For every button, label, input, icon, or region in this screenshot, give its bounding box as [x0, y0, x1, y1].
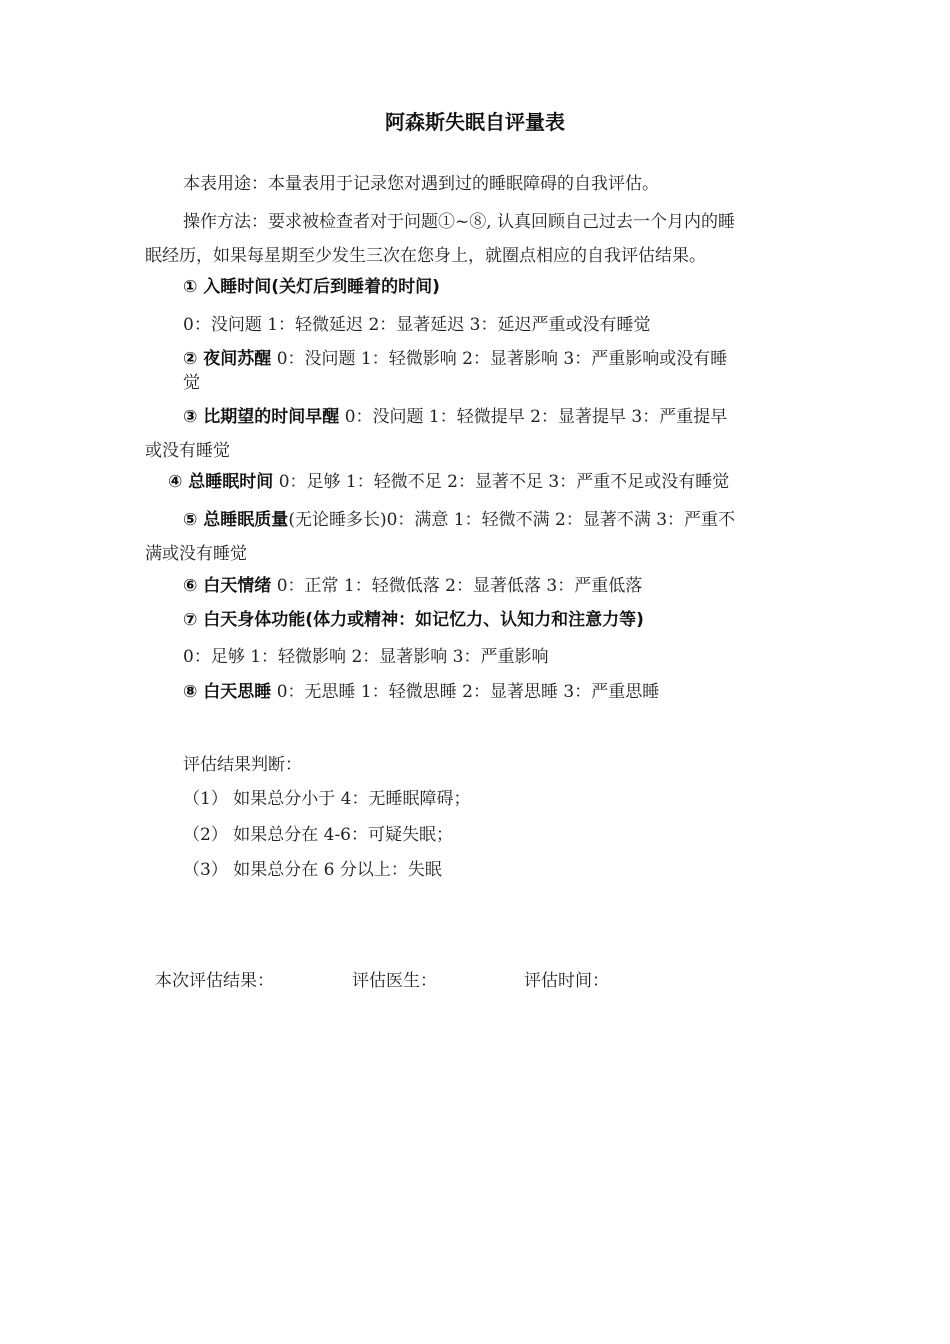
- question-1-options: 0：没问题 1：轻微延迟 2：显著延迟 3：延迟严重或没有睡觉: [183, 315, 651, 335]
- purpose-text: 本表用途：本量表用于记录您对遇到过的睡眠障碍的自我评估。: [183, 174, 659, 194]
- result-label: 本次评估结果：: [155, 971, 274, 991]
- document-title: 阿森斯失眠自评量表: [385, 110, 565, 134]
- question-3: [183, 405, 727, 429]
- question-5: [183, 508, 735, 532]
- question-2-options: 0：没问题 1：轻微影响 2：显著影响 3：严重影响或没有睡: [271, 349, 728, 369]
- question-2-continued: 觉: [183, 373, 200, 393]
- question-6: [183, 574, 642, 598]
- question-3-options: 0：没问题 1：轻微提早 2：显著提早 3：严重提早: [339, 407, 728, 427]
- question-5-continued: 满或没有睡觉: [145, 544, 247, 564]
- doctor-label: 评估医生：: [352, 971, 437, 991]
- method-text-line2: 眠经历，如果每星期至少发生三次在您身上，就圈点相应的自我评估结果。: [145, 246, 706, 266]
- result-rule-3: （3） 如果总分在 6 分以上：失眠: [183, 860, 442, 880]
- question-8-title: ⑧ 白天思睡: [183, 682, 272, 702]
- question-8-options: 0：无思睡 1：轻微思睡 2：显著思睡 3：严重思睡: [271, 682, 660, 702]
- question-4-options: 0：足够 1：轻微不足 2：显著不足 3：严重不足或没有睡觉: [273, 472, 730, 492]
- question-3-title: ③ 比期望的时间早醒: [183, 407, 340, 427]
- results-heading: 评估结果判断：: [183, 755, 302, 775]
- result-rule-1: （1） 如果总分小于 4：无睡眠障碍；: [183, 789, 471, 809]
- time-label: 评估时间：: [524, 971, 609, 991]
- question-4: [168, 470, 729, 494]
- question-7-options: 0：足够 1：轻微影响 2：显著影响 3：严重影响: [183, 647, 549, 667]
- question-4-title: ④ 总睡眠时间: [168, 472, 274, 492]
- question-6-title: ⑥ 白天情绪: [183, 576, 272, 596]
- question-2: [183, 347, 727, 371]
- question-8: [183, 680, 659, 704]
- question-5-title: ⑤ 总睡眠质量: [183, 510, 289, 530]
- signature-footer: [0, 966, 950, 992]
- result-rule-2: （2） 如果总分在 4-6：可疑失眠；: [183, 825, 453, 845]
- question-3-continued: 或没有睡觉: [145, 441, 230, 461]
- question-6-options: 0：正常 1：轻微低落 2：显著低落 3：严重低落: [271, 576, 643, 596]
- question-2-title: ② 夜间苏醒: [183, 349, 272, 369]
- method-text-line1: 操作方法：要求被检查者对于问题①~⑧, 认真回顾自己过去一个月内的睡: [183, 212, 736, 232]
- question-7-title: ⑦ 白天身体功能(体力或精神：如记忆力、认知力和注意力等): [183, 610, 644, 630]
- question-1-title: ① 入睡时间(关灯后到睡着的时间): [183, 277, 440, 297]
- question-5-options: (无论睡多长)0：满意 1：轻微不满 2：显著不满 3：严重不: [288, 510, 736, 530]
